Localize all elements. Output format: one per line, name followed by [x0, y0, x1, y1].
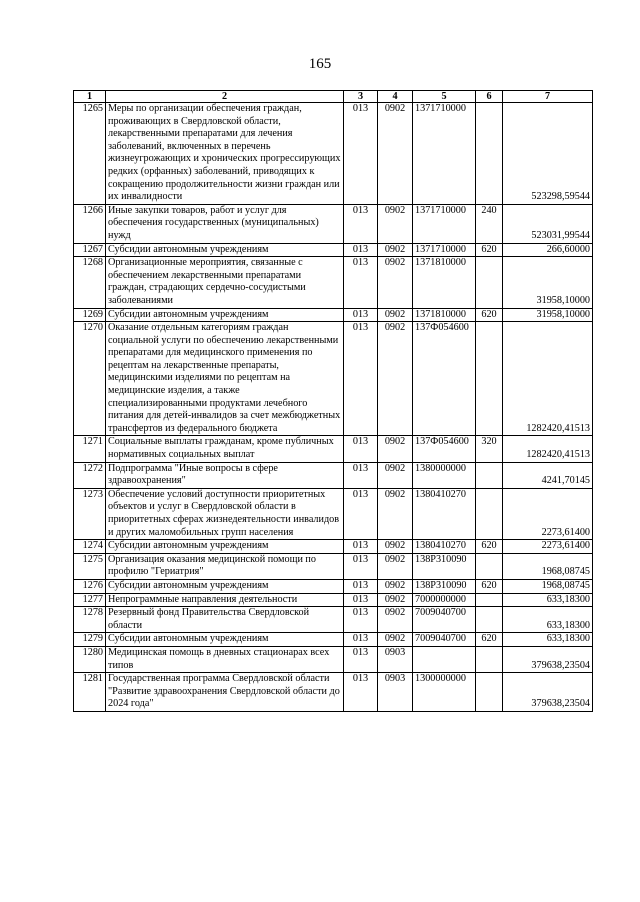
row-name: Подпрограмма "Иные вопросы в сфере здравоохранения": [106, 462, 344, 488]
row-amount: 4241,70145: [503, 462, 593, 488]
row-code-5: 1380410270: [413, 540, 476, 554]
row-code-4: 0902: [378, 436, 413, 462]
row-code-4: 0902: [378, 308, 413, 322]
row-name: Организационные мероприятия, связанные с обеспечением лекарственными препаратами граждан, страдающих сердечно-сосудистыми заболеваниями: [106, 257, 344, 308]
row-code-5: 7009040700: [413, 633, 476, 647]
table-row: [74, 488, 593, 539]
row-code-6: [476, 607, 503, 633]
row-amount: 379638,23504: [503, 673, 593, 712]
row-code-3: 013: [344, 436, 378, 462]
row-number: 1279: [74, 633, 106, 647]
row-amount: 633,18300: [503, 633, 593, 647]
row-number: 1266: [74, 204, 106, 243]
row-number: 1270: [74, 322, 106, 436]
row-code-3: 013: [344, 243, 378, 257]
row-code-6: [476, 593, 503, 607]
row-code-4: 0902: [378, 540, 413, 554]
row-code-3: 013: [344, 308, 378, 322]
row-code-3: 013: [344, 673, 378, 712]
row-code-6: [476, 103, 503, 205]
row-code-5: 1371710000: [413, 243, 476, 257]
row-code-3: 013: [344, 593, 378, 607]
table-row: [74, 243, 593, 257]
row-name: Обеспечение условий доступности приоритетных объектов и услуг в Свердловской области в приоритетных сферах жизнедеятельности инвалидов и других маломобильных групп населения: [106, 488, 344, 539]
row-number: 1281: [74, 673, 106, 712]
row-number: 1272: [74, 462, 106, 488]
table-row: [74, 257, 593, 308]
row-code-5: 1371710000: [413, 204, 476, 243]
row-code-4: 0903: [378, 646, 413, 672]
row-name: Меры по организации обеспечения граждан, проживающих в Свердловской области, лекарственными препаратами для лечения заболеваний, включенных в перечень жизнеугрожающих и хронических прогрессирующих редких (орфанных) заболеваний, приводящих к сокращению продолжительности жизни граждан или их инвалидности: [106, 103, 344, 205]
header-cell: 2: [106, 91, 344, 103]
row-code-6: 620: [476, 633, 503, 647]
row-name: Непрограммные направления деятельности: [106, 593, 344, 607]
table-row: [74, 103, 593, 205]
row-amount: 266,60000: [503, 243, 593, 257]
row-code-6: 240: [476, 204, 503, 243]
row-code-5: 7000000000: [413, 593, 476, 607]
row-number: 1268: [74, 257, 106, 308]
table-header-row: [74, 91, 593, 103]
row-number: 1271: [74, 436, 106, 462]
row-code-4: 0902: [378, 322, 413, 436]
row-name: Субсидии автономным учреждениям: [106, 308, 344, 322]
row-code-6: [476, 257, 503, 308]
row-code-4: 0902: [378, 243, 413, 257]
row-code-5: 1380000000: [413, 462, 476, 488]
header-cell: 6: [476, 91, 503, 103]
row-name: Оказание отдельным категориям граждан социальной услуги по обеспечению лекарственными препаратами для медицинского применения по рецептам на лекарственные препараты, медицинскими изделиями по рецептам на медицинские изделия, а также специализированными продуктами лечебного питания для детей-инвалидов за счет межбюджетных трансфертов из федерального бюджета: [106, 322, 344, 436]
row-name: Социальные выплаты гражданам, кроме публичных нормативных социальных выплат: [106, 436, 344, 462]
row-code-3: 013: [344, 579, 378, 593]
budget-table: [73, 90, 593, 712]
row-code-5: 138Р310090: [413, 579, 476, 593]
row-code-6: 620: [476, 540, 503, 554]
row-code-6: [476, 488, 503, 539]
row-code-5: 138Р310090: [413, 553, 476, 579]
table-row: [74, 646, 593, 672]
row-amount: 379638,23504: [503, 646, 593, 672]
row-code-3: 013: [344, 322, 378, 436]
row-code-5: 1380410270: [413, 488, 476, 539]
row-code-3: 013: [344, 204, 378, 243]
row-code-5: 1371810000: [413, 308, 476, 322]
table-row: [74, 607, 593, 633]
row-amount: 523298,59544: [503, 103, 593, 205]
header-cell: 1: [74, 91, 106, 103]
row-number: 1278: [74, 607, 106, 633]
row-amount: 2273,61400: [503, 488, 593, 539]
row-code-6: [476, 673, 503, 712]
table-row: [74, 633, 593, 647]
table-row: [74, 462, 593, 488]
row-code-3: 013: [344, 462, 378, 488]
header-cell: 7: [503, 91, 593, 103]
row-amount: 633,18300: [503, 607, 593, 633]
row-name: Иные закупки товаров, работ и услуг для обеспечения государственных (муниципальных) нужд: [106, 204, 344, 243]
row-code-4: 0902: [378, 488, 413, 539]
row-amount: 1282420,41513: [503, 436, 593, 462]
row-amount: 1968,08745: [503, 579, 593, 593]
row-code-3: 013: [344, 103, 378, 205]
row-code-3: 013: [344, 553, 378, 579]
table-row: [74, 322, 593, 436]
table-row: [74, 204, 593, 243]
row-code-4: 0902: [378, 103, 413, 205]
row-number: 1274: [74, 540, 106, 554]
row-amount: 1282420,41513: [503, 322, 593, 436]
row-name: Субсидии автономным учреждениям: [106, 579, 344, 593]
row-code-4: 0902: [378, 553, 413, 579]
table-row: [74, 579, 593, 593]
row-code-3: 013: [344, 488, 378, 539]
row-code-5: 137Ф054600: [413, 322, 476, 436]
row-amount: 31958,10000: [503, 257, 593, 308]
row-code-6: [476, 553, 503, 579]
row-name: Организация оказания медицинской помощи по профилю "Гериатрия": [106, 553, 344, 579]
row-code-6: 620: [476, 579, 503, 593]
row-code-3: 013: [344, 607, 378, 633]
row-code-3: 013: [344, 646, 378, 672]
row-amount: 2273,61400: [503, 540, 593, 554]
row-number: 1269: [74, 308, 106, 322]
row-number: 1277: [74, 593, 106, 607]
row-code-4: 0902: [378, 593, 413, 607]
row-code-3: 013: [344, 540, 378, 554]
row-amount: 523031,99544: [503, 204, 593, 243]
row-number: 1265: [74, 103, 106, 205]
row-name: Субсидии автономным учреждениям: [106, 633, 344, 647]
header-cell: 4: [378, 91, 413, 103]
row-amount: 1968,08745: [503, 553, 593, 579]
row-code-5: [413, 646, 476, 672]
row-code-5: 137Ф054600: [413, 436, 476, 462]
row-code-3: 013: [344, 633, 378, 647]
row-amount: 31958,10000: [503, 308, 593, 322]
row-amount: 633,18300: [503, 593, 593, 607]
row-code-4: 0902: [378, 579, 413, 593]
table-row: [74, 553, 593, 579]
row-code-6: [476, 646, 503, 672]
row-code-4: 0902: [378, 257, 413, 308]
row-number: 1273: [74, 488, 106, 539]
row-number: 1267: [74, 243, 106, 257]
table-row: [74, 540, 593, 554]
row-code-4: 0902: [378, 462, 413, 488]
row-code-6: [476, 322, 503, 436]
row-code-4: 0902: [378, 633, 413, 647]
row-code-4: 0902: [378, 204, 413, 243]
row-name: Медицинская помощь в дневных стационарах всех типов: [106, 646, 344, 672]
row-number: 1275: [74, 553, 106, 579]
row-code-6: 620: [476, 308, 503, 322]
table-row: [74, 436, 593, 462]
row-code-4: 0903: [378, 673, 413, 712]
row-code-5: 1300000000: [413, 673, 476, 712]
table-row: [74, 308, 593, 322]
row-number: 1280: [74, 646, 106, 672]
row-name: Субсидии автономным учреждениям: [106, 540, 344, 554]
header-cell: 5: [413, 91, 476, 103]
row-code-6: 320: [476, 436, 503, 462]
row-name: Резервный фонд Правительства Свердловской области: [106, 607, 344, 633]
row-code-5: 7009040700: [413, 607, 476, 633]
row-code-3: 013: [344, 257, 378, 308]
row-name: Субсидии автономным учреждениям: [106, 243, 344, 257]
table-row: [74, 593, 593, 607]
row-number: 1276: [74, 579, 106, 593]
header-cell: 3: [344, 91, 378, 103]
page-number: 165: [308, 56, 332, 72]
row-name: Государственная программа Свердловской области "Развитие здравоохранения Свердловской области до 2024 года": [106, 673, 344, 712]
row-code-6: [476, 462, 503, 488]
row-code-4: 0902: [378, 607, 413, 633]
row-code-6: 620: [476, 243, 503, 257]
row-code-5: 1371810000: [413, 257, 476, 308]
row-code-5: 1371710000: [413, 103, 476, 205]
table-row: [74, 673, 593, 712]
